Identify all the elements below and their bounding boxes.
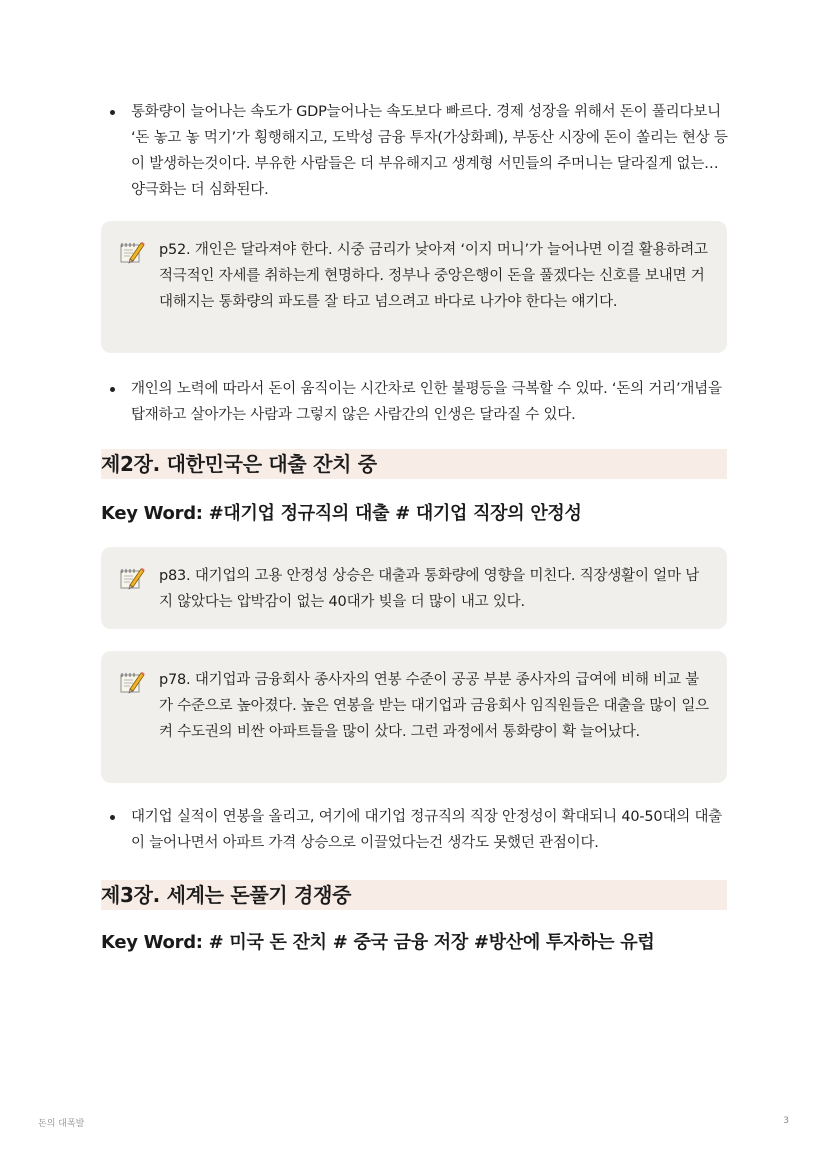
bullet-dot <box>110 387 115 392</box>
callout-text: p83. 대기업의 고용 안정성 상승은 대출과 통화량에 영향을 미친다. 직장생활이 얼마 남지 않았다는 압박감이 없는 40대가 빚을 더 많이 내고 있다. <box>159 568 700 610</box>
memo-pencil-icon <box>119 565 145 591</box>
chapter-3-keywords: Key Word: # 미국 돈 잔치 # 중국 금융 저장 #방산에 투자하는 유럽 <box>101 932 655 953</box>
quote-callout-p52 <box>101 221 727 353</box>
quote-callout-p78 <box>101 651 727 783</box>
memo-pencil-icon <box>119 239 145 265</box>
chapter-2-keywords: Key Word: #대기업 정규직의 대출 # 대기업 직장의 안정성 <box>101 503 582 524</box>
bullet-dot <box>110 815 115 820</box>
callout-text: p78. 대기업과 금융회사 종사자의 연봉 수준이 공공 부분 종사자의 급여에 비해 비교 불가 수준으로 높아졌다. 높은 연봉을 받는 대기업과 금융회사 임직원들은 대출을 많이 일으켜 수도권의 비싼 아파트들을 많이 샀다. 그런 과정에서 통화량이 확 늘어났다. <box>159 672 709 740</box>
chapter-3-heading: 제3장. 세계는 돈풀기 경쟁중 <box>101 880 727 910</box>
memo-pencil-icon <box>119 669 145 695</box>
bullet-item-money-distance <box>110 376 730 428</box>
bullet-item-money-supply <box>110 99 730 203</box>
callout-text: p52. 개인은 달라져야 한다. 시중 금리가 낮아져 ‘이지 머니’가 늘어나면 이걸 활용하려고 적극적인 자세를 취하는게 현명하다. 정부나 중앙은행이 돈을 풀겠다는 신호를 보내면 거대해지는 통화량의 파도를 잘 타고 넘으려고 바다로 나가야 한다는 얘기다. <box>159 242 708 310</box>
bullet-text: 개인의 노력에 따라서 돈이 움직이는 시간차로 인한 불평등을 극복할 수 있따. ‘돈의 거리’개념을 탑재하고 살아가는 사람과 그렇지 않은 사람간의 인생은 달라질 수 있다. <box>131 381 722 423</box>
bullet-dot <box>110 110 115 115</box>
quote-callout-p83 <box>101 547 727 629</box>
bullet-text: 대기업 실적이 연봉을 올리고, 여기에 대기업 정규직의 직장 안정성이 확대되니 40-50대의 대출이 늘어나면서 아파트 가격 상승으로 이끌었다는건 생각도 못했던 관점이다. <box>131 809 723 851</box>
bullet-text: 통화량이 늘어나는 속도가 GDP늘어나는 속도보다 빠르다. 경제 성장을 위해서 돈이 풀리다보니 ‘돈 놓고 놓 먹기’가 횡행해지고, 도박성 금융 투자(가상화폐), 부동산 시장에 돈이 쏠리는 현상 등이 발생하는것이다. 부유한 사람들은 더 부유해지고 생계형 서민들의 주머니는 달라질게 없는…양극화는 더 심화된다. <box>131 104 728 198</box>
chapter-2-heading: 제2장. 대한민국은 대출 잔치 중 <box>101 449 727 479</box>
footer-page-number: 3 <box>783 1116 789 1126</box>
bullet-item-corporate-salary <box>110 804 730 856</box>
footer-book-title: 돈의 대폭발 <box>38 1119 85 1129</box>
